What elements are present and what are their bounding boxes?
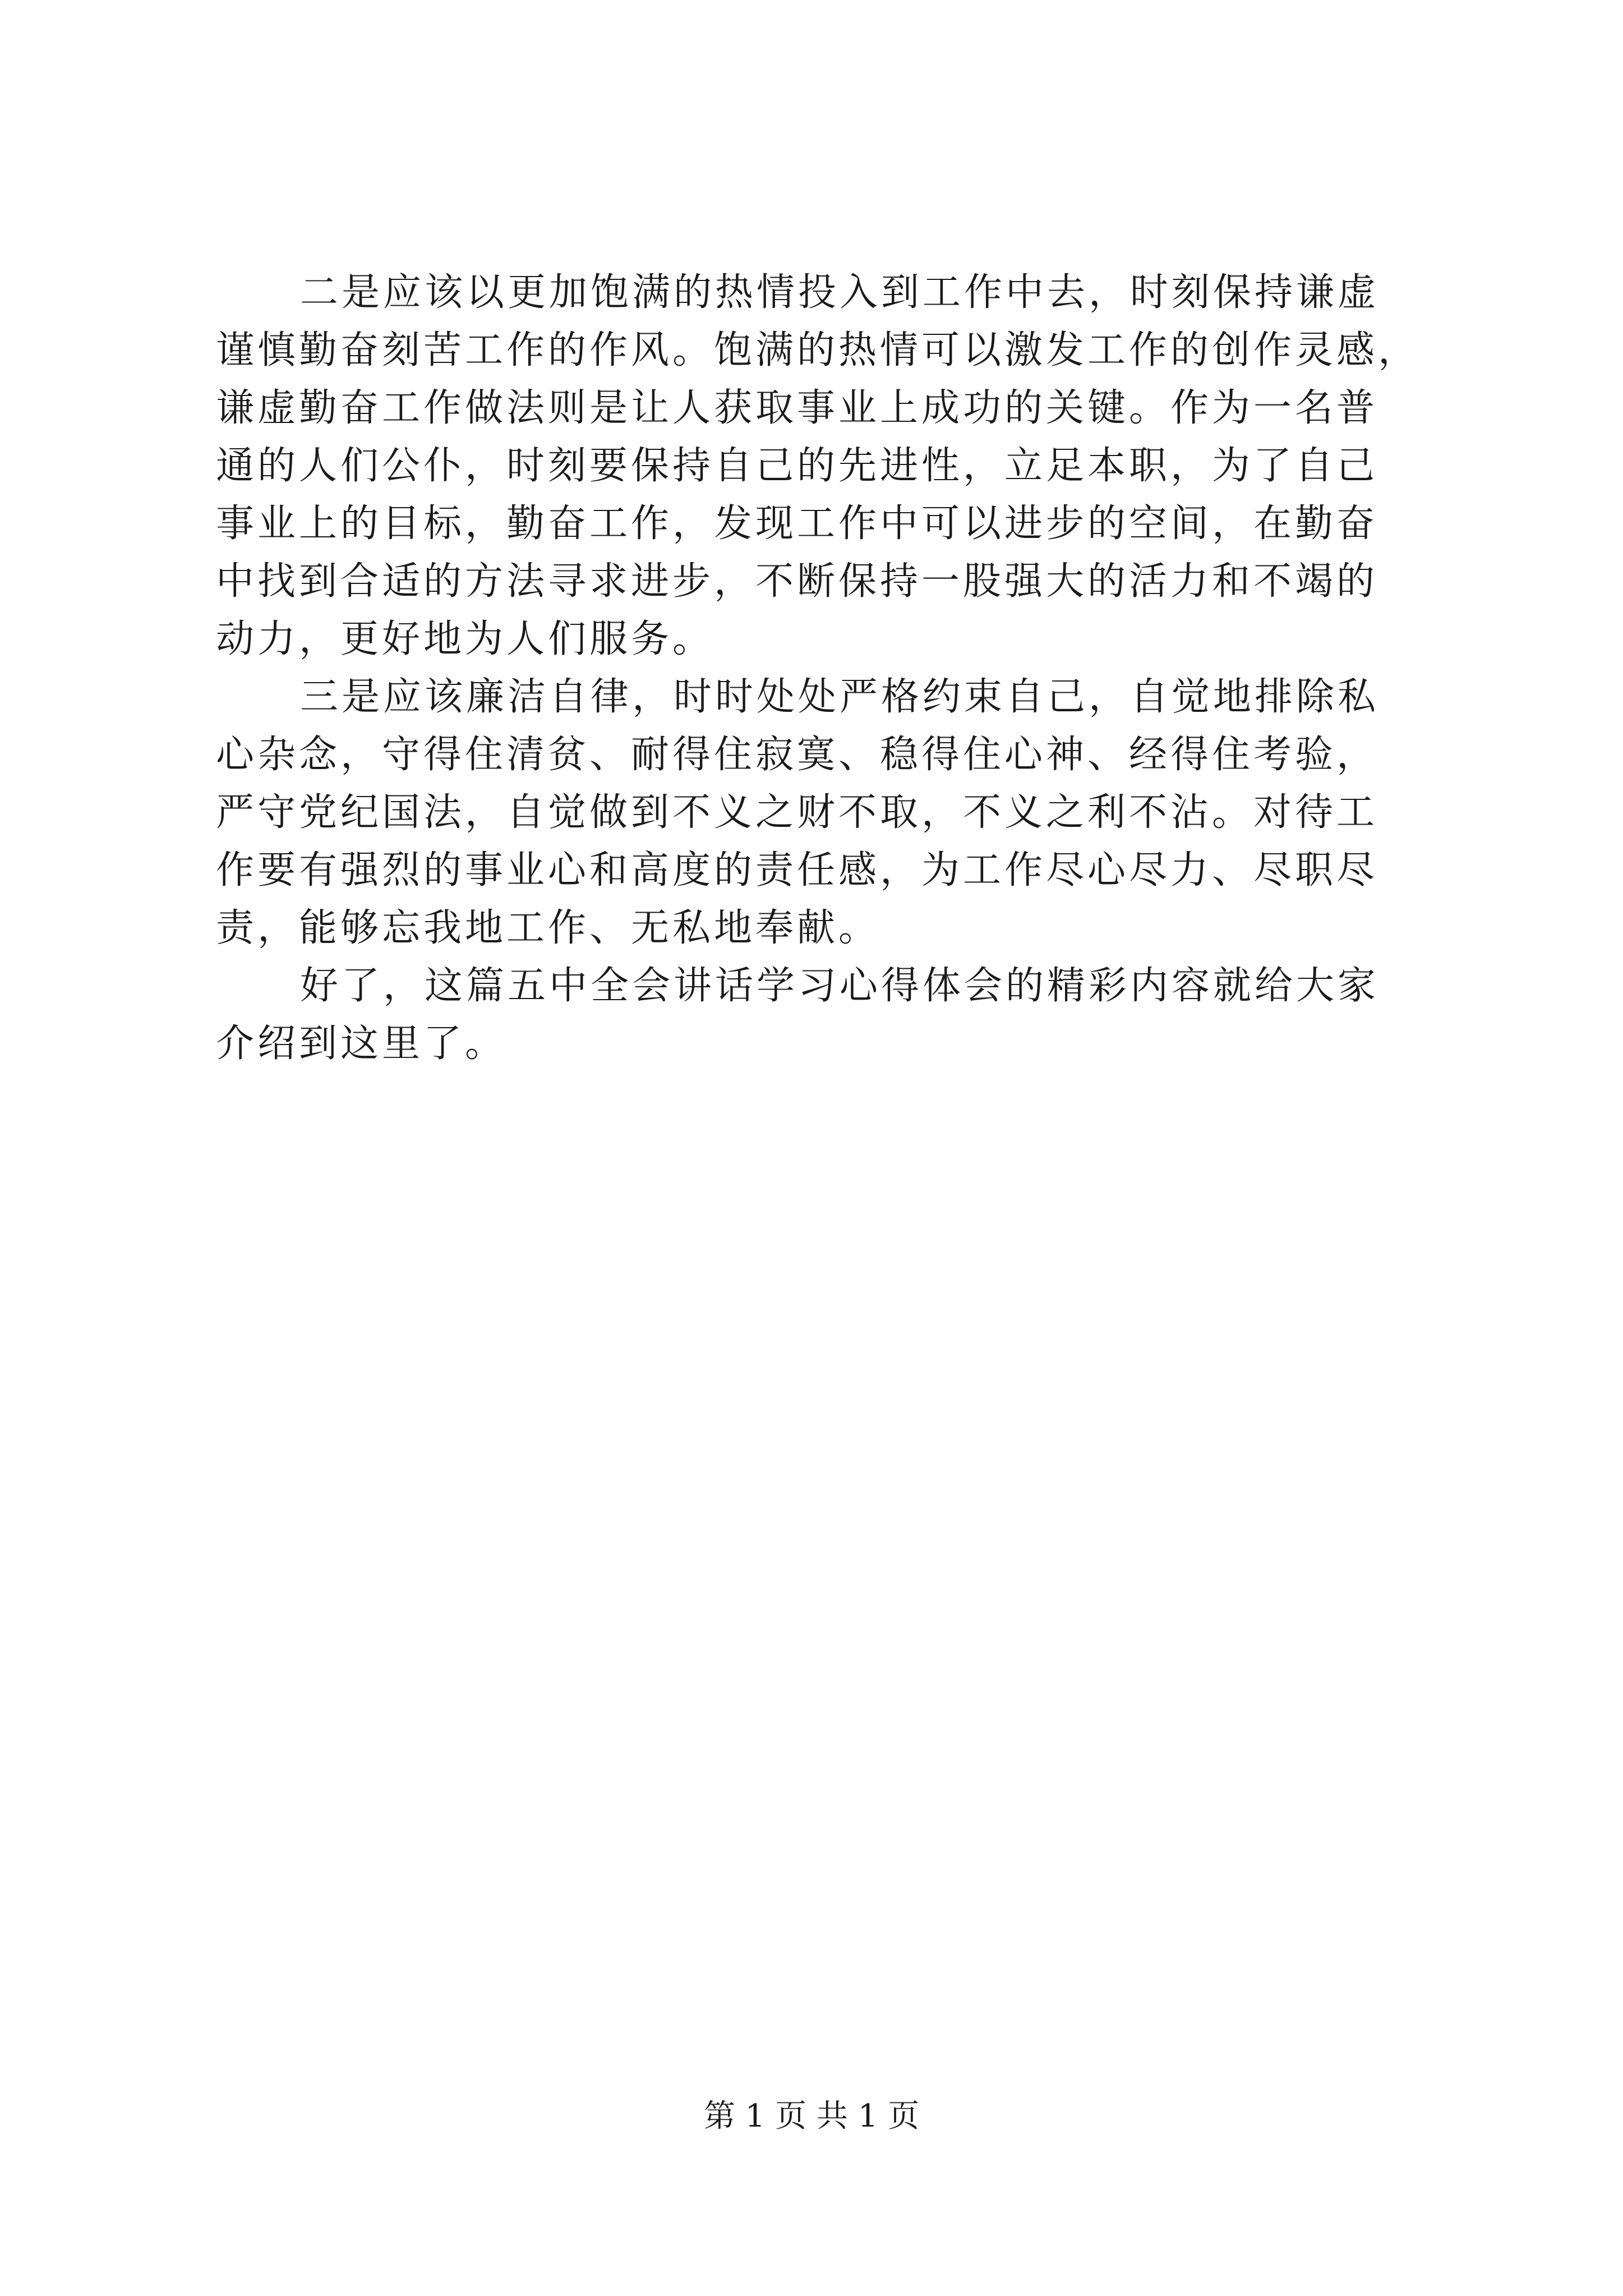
paragraph-line: 事业上的目标，勤奋工作，发现工作中可以进步的空间，在勤奋 (216, 501, 1378, 546)
paragraph-line: 中找到合适的方法寻求进步，不断保持一股强大的活力和不竭的 (216, 559, 1378, 604)
paragraph-1 (216, 264, 1422, 668)
paragraph-line: 谨慎勤奋刻苦工作的作风。饱满的热情可以激发工作的创作灵感， (216, 328, 1420, 372)
paragraph-line: 严守党纪国法，自觉做到不义之财不取，不义之利不沾。对待工 (216, 790, 1378, 835)
paragraph-line: 动力，更好地为人们服务。 (216, 617, 714, 661)
paragraph-line: 二是应该以更加饱满的热情投入到工作中去，时刻保持谦虚 (300, 270, 1380, 315)
paragraph-line: 好了，这篇五中全会讲话学习心得体会的精彩内容就给大家 (300, 964, 1380, 1008)
paragraph-line: 通的人们公仆，时刻要保持自己的先进性，立足本职，为了自己 (216, 444, 1378, 488)
paragraph-3 (216, 957, 1422, 1073)
paragraph-line: 心杂念，守得住清贫、耐得住寂寞、稳得住心神、经得住考验， (216, 733, 1378, 777)
paragraph-2 (216, 668, 1422, 957)
paragraph-line: 三是应该廉洁自律，时时处处严格约束自己，自觉地排除私 (300, 675, 1380, 719)
paragraph-line: 谦虚勤奋工作做法则是让人获取事业上成功的关键。作为一名普 (216, 386, 1378, 430)
page-number-footer: 第 1 页 共 1 页 (703, 2098, 920, 2134)
paragraph-line: 作要有强烈的事业心和高度的责任感，为工作尽心尽力、尽职尽 (216, 848, 1378, 892)
paragraph-line: 责，能够忘我地工作、无私地奉献。 (216, 906, 880, 950)
paragraph-line: 介绍到这里了。 (216, 1022, 507, 1066)
document-body (216, 264, 1422, 1073)
